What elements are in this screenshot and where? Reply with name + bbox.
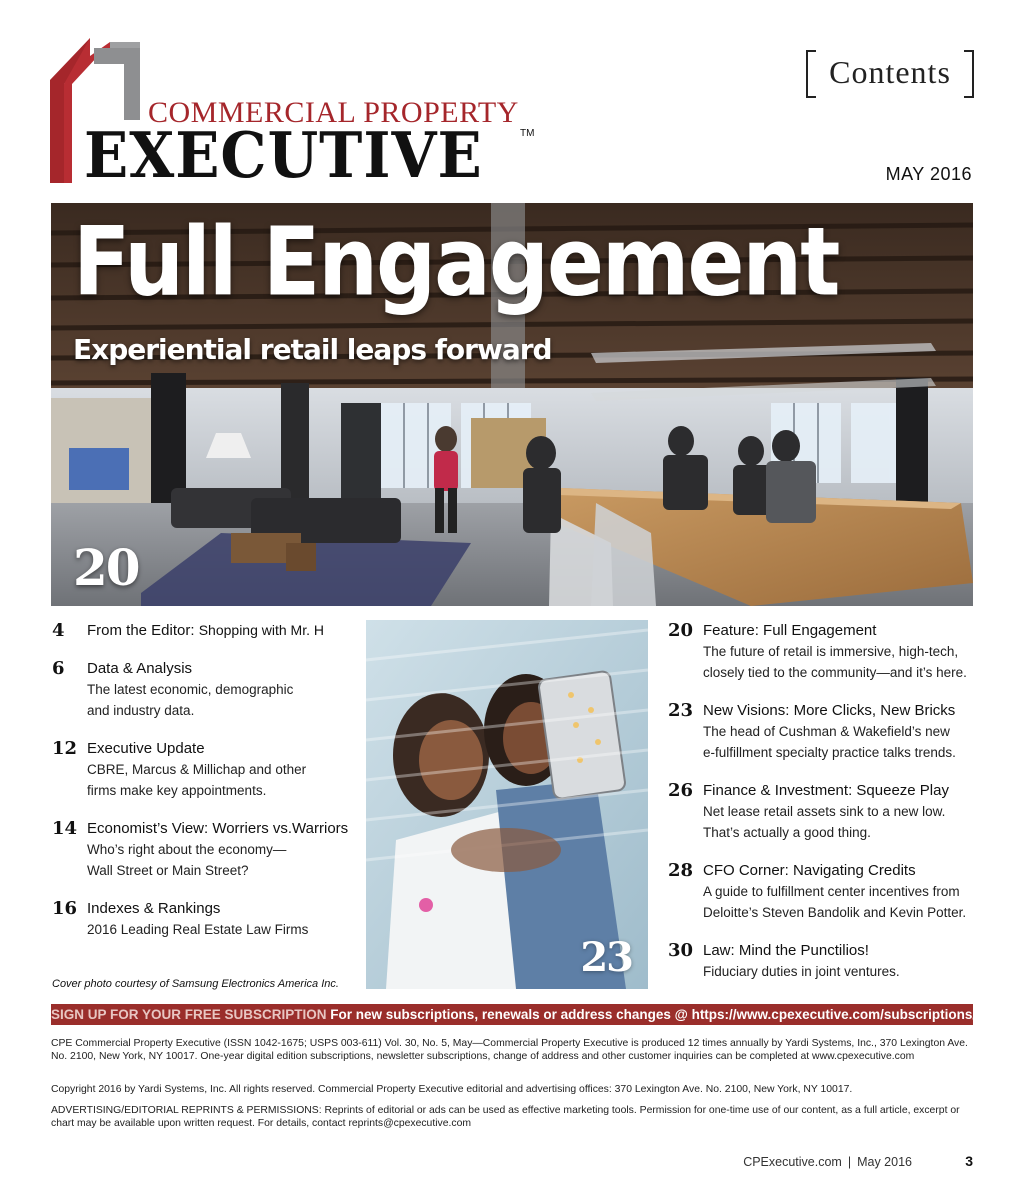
footer-separator: |: [847, 1155, 852, 1169]
toc-description: A guide to fulfillment center incentives from: [703, 884, 960, 899]
toc-description: Deloitte’s Steven Bandolik and Kevin Potter.: [703, 905, 967, 920]
toc-item[interactable]: [52, 658, 382, 721]
toc-title: New Visions: More Clicks, New Bricks: [703, 702, 956, 719]
toc-title: Finance & Investment: Squeeze Play: [703, 782, 949, 799]
toc-description: The latest economic, demographic: [87, 682, 294, 697]
toc-description: e-fulfillment specialty practice talks trends.: [703, 745, 956, 760]
toc-page-number: 28: [668, 860, 694, 881]
page-number: 3: [965, 1153, 973, 1169]
toc-description: That’s actually a good thing.: [703, 825, 871, 840]
toc-item[interactable]: [52, 620, 382, 641]
toc-item[interactable]: [52, 818, 382, 881]
toc-page-number: 12: [52, 738, 78, 759]
section-header: [806, 50, 974, 98]
toc-item[interactable]: [52, 738, 382, 801]
toc-item[interactable]: [668, 860, 978, 923]
toc-title: Economist’s View: Worriers vs.Warriors: [87, 820, 349, 837]
subscription-text: For new subscriptions, renewals or address changes @ https://www.cpexecutive.com/subscriptions/: [326, 1007, 977, 1022]
issue-date: MAY 2016: [885, 164, 972, 184]
page-footer: [743, 1155, 912, 1169]
toc-title: Executive Update: [87, 740, 205, 757]
toc-description: Fiduciary duties in joint ventures.: [703, 964, 900, 979]
toc-right-column: [668, 620, 978, 999]
reprints-notice: ADVERTISING/EDITORIAL REPRINTS & PERMISSIONS: Reprints of editorial or ads can be used as effective marketing tools. Permission for one-time use of our content, as a full article, excerpt or chart may be available upon written request. For details, contact reprints@cpexecutive.com: [51, 1105, 960, 1129]
cover-subtitle: Experiential retail leaps forward: [73, 333, 552, 366]
toc-description: Wall Street or Main Street?: [87, 863, 249, 878]
cover-photo-credit: Cover photo courtesy of Samsung Electronics America Inc.: [52, 978, 339, 990]
toc-title: Indexes & Rankings: [87, 900, 221, 917]
toc-description: firms make key appointments.: [87, 783, 267, 798]
toc-title: From the Editor: Shopping with Mr. H: [87, 622, 325, 639]
toc-page-number: 6: [52, 658, 65, 679]
cover-title: Full Engagement: [73, 207, 839, 317]
cover-page-number: 20: [73, 538, 139, 597]
footer-site[interactable]: CPExecutive.com: [743, 1155, 842, 1169]
toc-description: 2016 Leading Real Estate Law Firms: [87, 922, 309, 937]
toc-page-number: 14: [52, 818, 78, 839]
toc-item[interactable]: [668, 780, 978, 843]
toc-page-number: 20: [668, 620, 694, 641]
footer-date: May 2016: [857, 1155, 912, 1169]
toc-title: Data & Analysis: [87, 660, 193, 677]
toc-description: closely tied to the community—and it’s here.: [703, 665, 967, 680]
toc-title: Law: Mind the Punctilios!: [703, 942, 869, 959]
photo-page-number: 23: [580, 934, 632, 981]
toc-item[interactable]: [668, 700, 978, 763]
toc-left-column: [52, 620, 382, 957]
toc-description: Who’s right about the economy—: [87, 842, 287, 857]
trademark-symbol: TM: [520, 128, 535, 139]
toc-description: The head of Cushman & Wakefield’s new: [703, 724, 950, 739]
feature-photo: [366, 620, 648, 989]
toc-page-number: 26: [668, 780, 694, 801]
cover-photo: [51, 203, 973, 606]
toc-description: CBRE, Marcus & Millichap and other: [87, 762, 307, 777]
toc-page-number: 23: [668, 700, 694, 721]
toc-page-number: 16: [52, 898, 78, 919]
toc-title: CFO Corner: Navigating Credits: [703, 862, 916, 879]
brand-wordmark: EXECUTIVE: [84, 118, 483, 193]
toc-page-number: 30: [668, 940, 694, 961]
toc-page-number: 4: [52, 620, 65, 641]
publication-info: CPE Commercial Property Executive (ISSN 1042-1675; USPS 003-611) Vol. 30, No. 5, May—Commercial Property Executive is produced 12 times annually by Yardi Systems, Inc., 370 Lexington Ave. No. 2100, New York, NY 10017. One-year digital edition subscriptions, newsletter subscriptions, change of address and other customer inquiries can be completed at www.cpexecutive.com: [51, 1038, 968, 1062]
toc-title: Feature: Full Engagement: [703, 622, 877, 639]
subscription-cta[interactable]: SIGN UP FOR YOUR FREE SUBSCRIPTION: [51, 1007, 327, 1022]
brand-top-line: COMMERCIAL PROPERTY: [148, 96, 519, 129]
toc-item[interactable]: [668, 940, 978, 982]
copyright-notice: Copyright 2016 by Yardi Systems, Inc. All rights reserved. Commercial Property Executive editorial and advertising offices: 370 Lexington Ave. No. 2100, New York, NY 10017.: [51, 1084, 853, 1095]
toc-description: and industry data.: [87, 703, 195, 718]
toc-description: Net lease retail assets sink to a new low.: [703, 804, 946, 819]
toc-description: The future of retail is immersive, high-tech,: [703, 644, 959, 659]
subscription-banner[interactable]: [51, 1004, 977, 1025]
section-title: Contents: [829, 54, 951, 90]
toc-item[interactable]: [668, 620, 978, 683]
toc-item[interactable]: [52, 898, 382, 940]
